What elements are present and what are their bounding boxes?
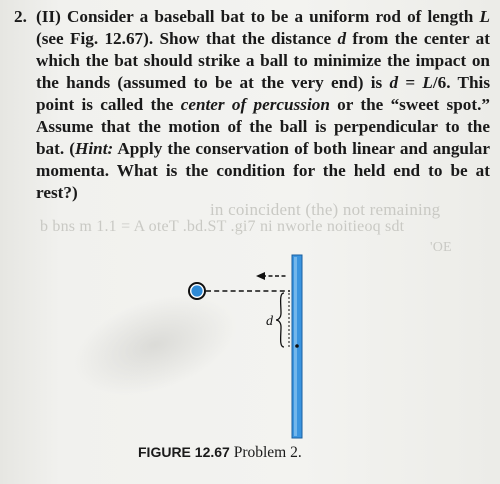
baseball-icon xyxy=(189,283,205,299)
bleed-through-text: in coincident (the) not remaining xyxy=(210,200,441,219)
problem-number: 2. xyxy=(14,7,27,26)
bleed-through-text: b bns m 1.1 = A oteT .bd.ST .gi7 ni nworle noitieoq sdt xyxy=(40,218,405,235)
impact-arrow xyxy=(256,272,287,280)
figure-caption: FIGURE 12.67 Problem 2. xyxy=(138,444,302,461)
distance-label: d xyxy=(266,314,273,329)
bleed-through-text: 'OE xyxy=(430,240,452,255)
problem-text: (II) Consider a baseball bat to be a uniform rod of length L (see Fig. 12.67). Show that the distance d from the center at which the bat should strike a ball to minimize the impact on the hands (assumed to be at the very end) is d = L/6. This point is called the center of percussion or the “sweet spot.” Assume that the motion of the ball is perpendicular to the bat. (Hint: Apply the conservation of both linear and angular momenta. What is the condition for the held end to be at rest?) xyxy=(36,7,491,202)
distance-brace xyxy=(276,293,284,347)
bat-center-dot xyxy=(295,344,299,348)
